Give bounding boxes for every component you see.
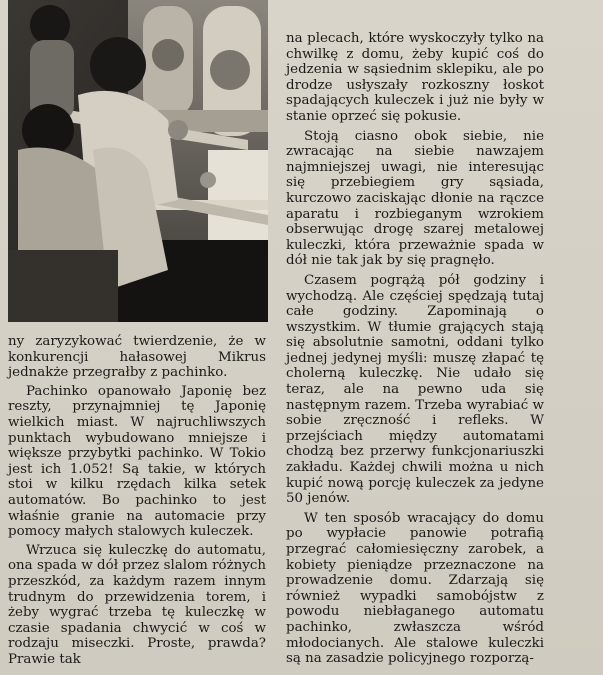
paragraph: Wrzuca się kuleczkę do automatu, ona spada w dół przez slalom różnych przeszkód, za każdym razem innym trudnym do przewidzenia torem, i żeby wygrać trzeba tę kuleczkę w czasie spadania chwycić w coś w rodzaju miseczki. Proste, prawda? Prawie tak	[8, 542, 266, 667]
paragraph: Stoją ciasno obok siebie, nie zwracając na siebie nawzajem najmniejszej uwagi, nie interesując się przebiegiem gry sąsiada, kurczowo zaciskając dłonie na rączce aparatu i rozbieganym wzrokiem obserwując drogę szarej metalowej kuleczki, która przeważnie spada w dół nie tak jak by się pragnęło.	[286, 128, 544, 269]
paragraph: Czasem pogrążą pół godziny i wychodzą. Ale częściej spędzają tutaj całe godziny. Zapominają o wszystkim. W tłumie grających stają się absolutnie samotni, oddani tylko jednej jedynej myśli: muszę złapać tę cholerną kuleczkę. Nie udało się teraz, ale na pewno uda się następnym razem. Trzeba wyrabiać w sobie zręczność i refleks. W przejściach między automatami chodzą bez przerwy funkcjonariuszki zakładu. Każdej chwili można u nich kupić nową porcję kuleczek za jedyne 50 jenów.	[286, 272, 544, 507]
photo-illustration	[8, 0, 268, 322]
pachinko-photo	[8, 0, 268, 322]
paragraph: ny zaryzykować twierdzenie, że w konkurencji hałasowej Mikrus jednakże przegrałby z pachinko.	[8, 334, 266, 381]
paragraph: na plecach, które wyskoczyły tylko na chwilkę z domu, żeby kupić coś do jedzenia w sąsiednim sklepiku, ale po drodze usłyszały rozkoszny łoskot spadających kuleczek i już nie były w stanie oprzeć się pokusie.	[286, 31, 544, 124]
paragraph: W ten sposób wracający do domu po wypłacie panowie potrafią przegrać całomiesięczny zarobek, a kobiety pieniądze przeznaczone na prowadzenie domu. Zdarzają się również wypadki samobójstw z powodu niebłaganego automatu pachinko, zwłaszcza wśród młodocianych. Ale stalowe kuleczki są na zasadzie policyjnego rozporzą-	[286, 510, 544, 667]
article-column-right	[286, 31, 544, 671]
article-column-left	[8, 334, 266, 670]
paragraph: Pachinko opanowało Japonię bez reszty, przynajmniej tę Japonię wielkich miast. W najruchliwszych punktach wybudowano mniejsze i większe przybytki pachinko. W Tokio jest ich 1.052! Są takie, w których stoi w kilku rzędach kilka setek automatów. Bo pachinko to jest właśnie granie na automacie przy pomocy małych stalowych kuleczek.	[8, 383, 266, 540]
